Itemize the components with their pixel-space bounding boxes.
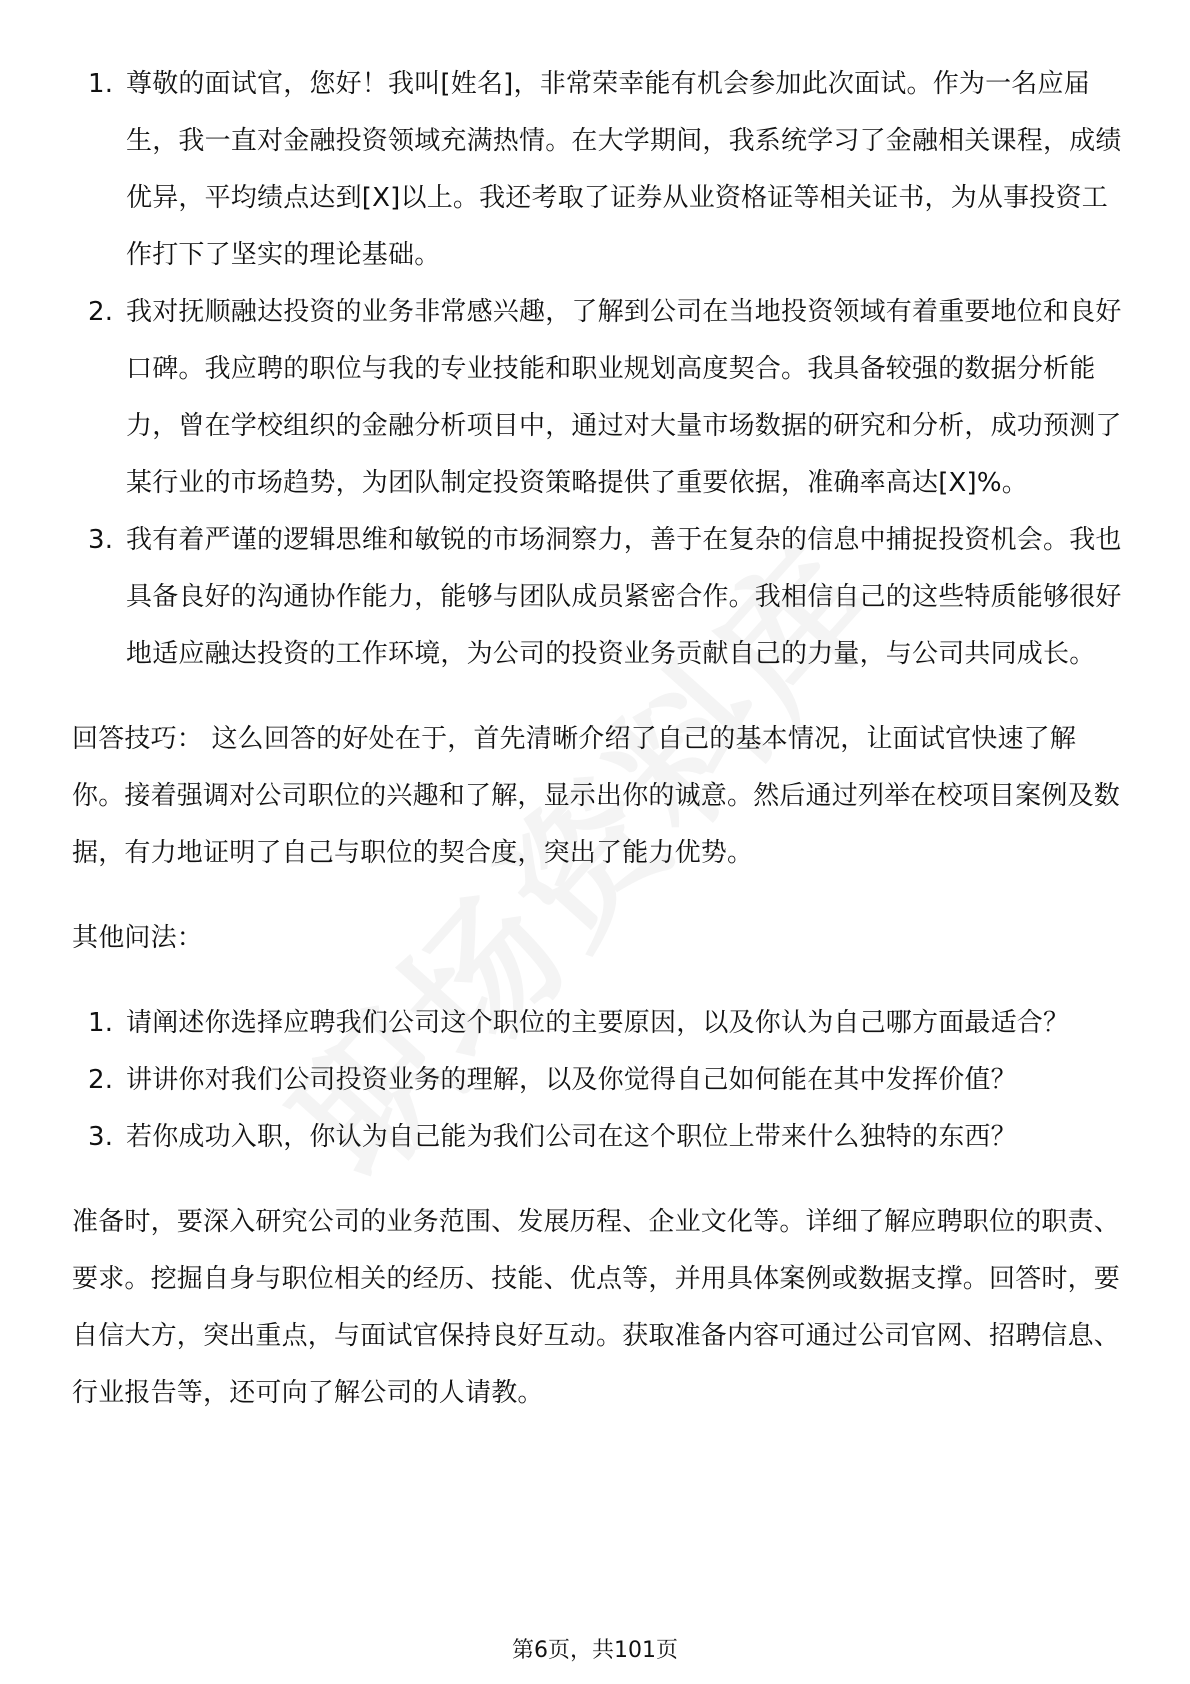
list-number: 1. <box>88 1008 114 1038</box>
answer-text: 我对抚顺融达投资的业务非常感兴趣，了解到公司在当地投资领域有着重要地位和良好口碑。我应聘的职位与我的专业技能和职业规划高度契合。我具备较强的数据分析能力，曾在学校组织的金融分析项目中，通过对大量市场数据的研究和分析，成功预测了某行业的市场趋势，为团队制定投资策略提供了重要依据，准确率高达[X]%。 <box>126 297 1122 498</box>
answer-tips: 回答技巧： 这么回答的好处在于，首先清晰介绍了自己的基本情况，让面试官快速了解你。接着强调对公司职位的兴趣和了解，显示出你的诚意。然后通过列举在校项目案例及数据，有力地证明了自己与职位的契合度，突出了能力优势。 <box>72 724 1121 868</box>
list-number: 2. <box>88 297 114 327</box>
page-content <box>72 56 1122 1422</box>
other-question-item-1 <box>72 995 1122 1052</box>
list-number: 1. <box>88 69 114 99</box>
page-number-footer: 第6页，共101页 <box>512 1638 678 1663</box>
question-text: 讲讲你对我们公司投资业务的理解，以及你觉得自己如何能在其中发挥价值？ <box>126 1065 1017 1095</box>
question-text: 若你成功入职，你认为自己能为我们公司在这个职位上带来什么独特的东西？ <box>126 1122 1017 1152</box>
other-questions-list <box>72 995 1122 1166</box>
question-text: 请阐述你选择应聘我们公司这个职位的主要原因，以及你认为自己哪方面最适合？ <box>126 1008 1070 1038</box>
answer-item-2 <box>72 284 1122 512</box>
other-questions-heading: 其他问法： <box>72 923 204 953</box>
answer-text: 我有着严谨的逻辑思维和敏锐的市场洞察力，善于在复杂的信息中捕捉投资机会。我也具备良好的沟通协作能力，能够与团队成员紧密合作。我相信自己的这些特质能够很好地适应融达投资的工作环境，为公司的投资业务贡献自己的力量，与公司共同成长。 <box>126 525 1122 669</box>
answer-item-1 <box>72 56 1122 284</box>
answer-item-3 <box>72 512 1122 683</box>
other-question-item-3 <box>72 1109 1122 1166</box>
preparation-advice: 准备时，要深入研究公司的业务范围、发展历程、企业文化等。详细了解应聘职位的职责、要求。挖掘自身与职位相关的经历、技能、优点等，并用具体案例或数据支撑。回答时，要自信大方，突出重点，与面试官保持良好互动。获取准备内容可通过公司官网、招聘信息、行业报告等，还可向了解公司的人请教。 <box>72 1207 1121 1408</box>
answer-text: 尊敬的面试官，您好！我叫[姓名]，非常荣幸能有机会参加此次面试。作为一名应届生，我一直对金融投资领域充满热情。在大学期间，我系统学习了金融相关课程，成绩优异，平均绩点达到[X]以上。我还考取了证券从业资格证等相关证书，为从事投资工作打下了坚实的理论基础。 <box>126 69 1122 270</box>
list-number: 3. <box>88 1122 114 1152</box>
list-number: 3. <box>88 525 114 555</box>
other-question-item-2 <box>72 1052 1122 1109</box>
answer-list <box>72 56 1122 683</box>
list-number: 2. <box>88 1065 114 1095</box>
